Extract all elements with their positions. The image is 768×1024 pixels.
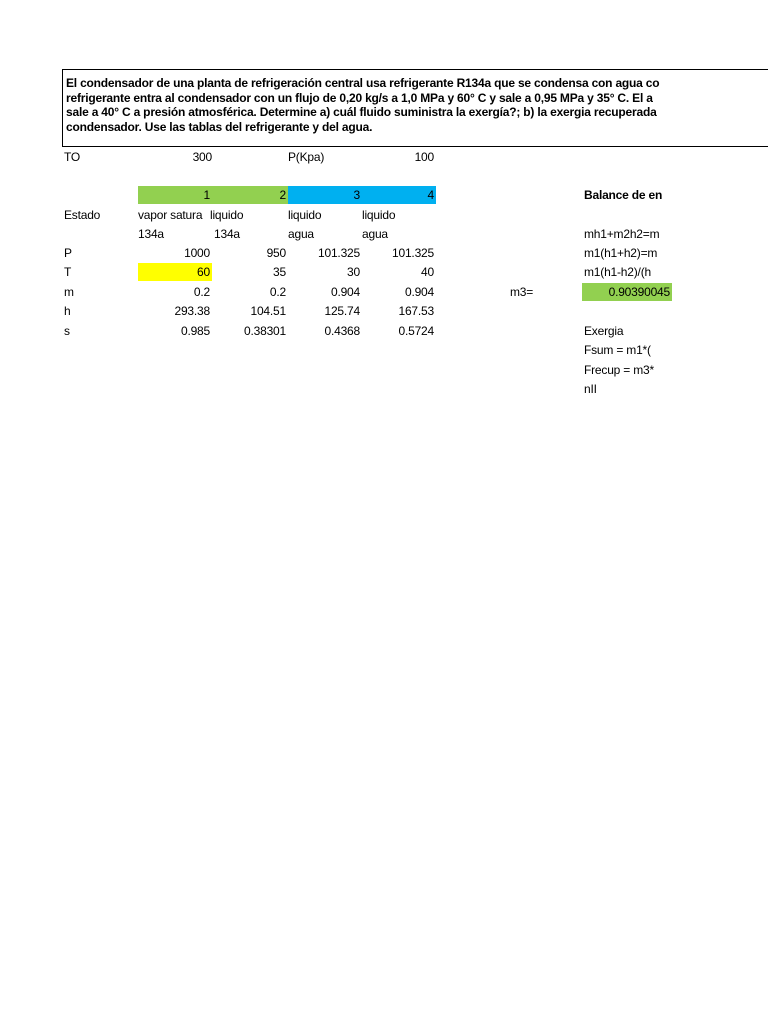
h-state-4-cell[interactable]: 167.53 xyxy=(398,304,434,318)
m3-label-cell[interactable]: m3= xyxy=(510,285,534,299)
t-state-2-cell[interactable]: 35 xyxy=(273,265,286,279)
s-state-3-cell[interactable]: 0.4368 xyxy=(324,324,360,338)
table-row-label-t[interactable]: T xyxy=(64,265,72,279)
balance-eq3-cell[interactable]: m1(h1-h2)/(h xyxy=(584,265,651,279)
s-state-1-cell[interactable]: 0.985 xyxy=(180,324,210,338)
s-state-2-cell[interactable]: 0.38301 xyxy=(244,324,286,338)
table-row-label-h[interactable]: h xyxy=(64,304,71,318)
table-row-label-p[interactable]: P xyxy=(64,246,72,260)
frecup-cell[interactable]: Frecup = m3* xyxy=(584,363,654,377)
estado-label-cell[interactable]: Estado xyxy=(64,208,101,222)
t-state-1-cell[interactable]: 60 xyxy=(138,263,212,281)
estado-state-1-cell[interactable]: vapor satura xyxy=(138,208,203,222)
t-state-4-cell[interactable]: 40 xyxy=(421,265,434,279)
nii-cell[interactable]: nII xyxy=(584,382,597,396)
fluid-state-4-cell[interactable]: agua xyxy=(362,227,388,241)
exergia-title-cell[interactable]: Exergia xyxy=(584,324,624,338)
p-state-2-cell[interactable]: 950 xyxy=(266,246,286,260)
p-state-1-cell[interactable]: 1000 xyxy=(184,246,210,260)
t0-label-cell[interactable]: TO xyxy=(64,150,81,164)
m-state-2-cell[interactable]: 0.2 xyxy=(269,285,286,299)
m-state-3-cell[interactable]: 0.904 xyxy=(330,285,360,299)
table-row-label-m[interactable]: m xyxy=(64,285,74,299)
m-state-4-cell[interactable]: 0.904 xyxy=(404,285,434,299)
h-state-3-cell[interactable]: 125.74 xyxy=(324,304,360,318)
pressure-label-cell[interactable]: P(Kpa) xyxy=(288,150,325,164)
m3-value-cell[interactable]: 0.90390045 xyxy=(582,283,672,301)
problem-line-4: condensador. Use las tablas del refrigerante y del agua. xyxy=(66,119,373,134)
m-state-1-cell[interactable]: 0.2 xyxy=(193,285,210,299)
balance-eq2-cell[interactable]: m1(h1+h2)=m xyxy=(584,246,658,260)
p-state-4-cell[interactable]: 101.325 xyxy=(392,246,434,260)
fsum-cell[interactable]: Fsum = m1*( xyxy=(584,343,651,357)
fluid-state-1-cell[interactable]: 134a xyxy=(138,227,164,241)
state-2-header[interactable]: 2 xyxy=(212,186,288,204)
balance-eq1-cell[interactable]: mh1+m2h2=m xyxy=(584,227,660,241)
state-4-header[interactable]: 4 xyxy=(362,186,436,204)
s-state-4-cell[interactable]: 0.5724 xyxy=(398,324,434,338)
state-3-header[interactable]: 3 xyxy=(288,186,362,204)
pressure-value-cell[interactable]: 100 xyxy=(414,150,434,164)
balance-title-cell[interactable]: Balance de en xyxy=(584,188,663,202)
estado-state-2-cell[interactable]: liquido xyxy=(210,208,244,222)
fluid-state-2-cell[interactable]: 134a xyxy=(214,227,240,241)
h-state-1-cell[interactable]: 293.38 xyxy=(174,304,210,318)
estado-state-3-cell[interactable]: liquido xyxy=(288,208,322,222)
fluid-state-3-cell[interactable]: agua xyxy=(288,227,314,241)
table-row-label-s[interactable]: s xyxy=(64,324,70,338)
problem-line-2: refrigerante entra al condensador con un flujo de 0,20 kg/s a 1,0 MPa y 60° C y sale a 0,95 MPa y 35° C. El a xyxy=(66,90,653,105)
problem-line-1: El condensador de una planta de refrigeración central usa refrigerante R134a que se condensa con agua co xyxy=(66,76,660,90)
estado-state-4-cell[interactable]: liquido xyxy=(362,208,396,222)
problem-statement-cell[interactable] xyxy=(62,69,768,147)
problem-line-3: sale a 40° C a presión atmosférica. Determine a) cuál fluido suministra la exergía?; b) la exergia recuperada xyxy=(66,105,657,119)
t0-value-cell[interactable]: 300 xyxy=(192,150,212,164)
p-state-3-cell[interactable]: 101.325 xyxy=(318,246,360,260)
h-state-2-cell[interactable]: 104.51 xyxy=(250,304,286,318)
t-state-3-cell[interactable]: 30 xyxy=(347,265,360,279)
state-1-header[interactable]: 1 xyxy=(138,186,212,204)
